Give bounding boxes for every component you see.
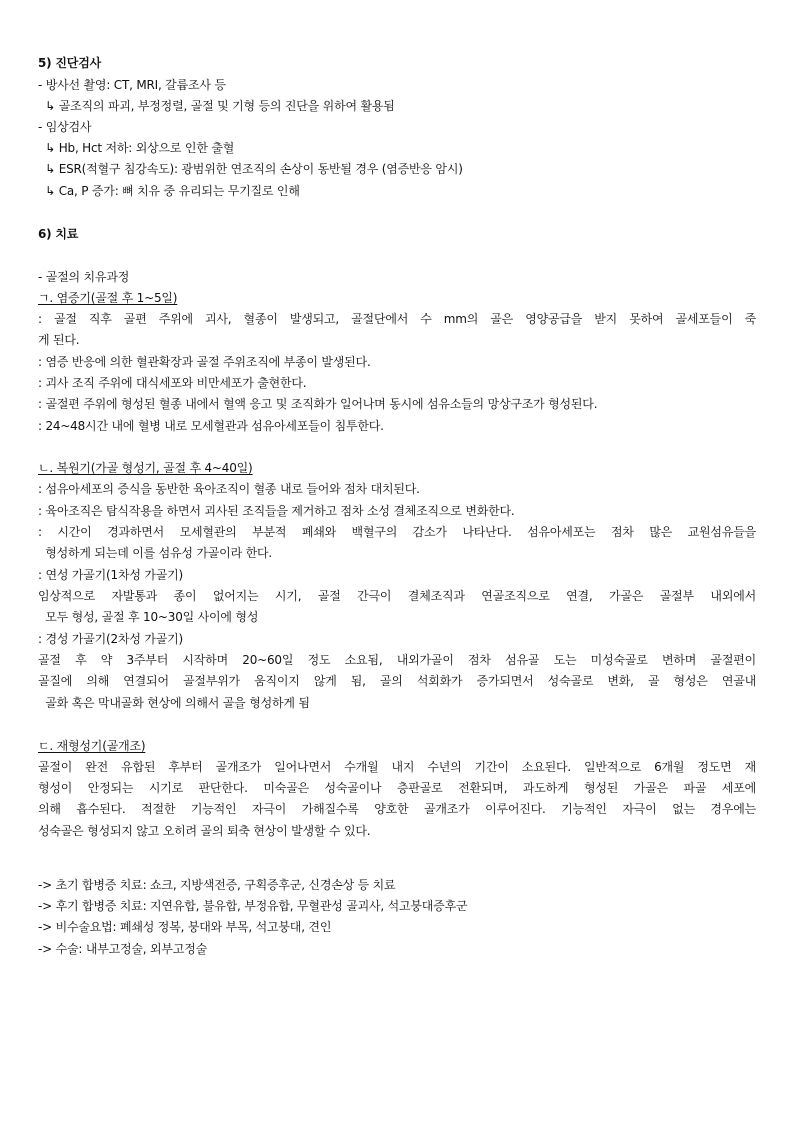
- section-5-heading: 5) 진단검사: [38, 56, 101, 70]
- phase-2-line: 모두 형성, 골절 후 10~30일 사이에 형성: [38, 610, 259, 624]
- treatment-summary-item: -> 초기 합병증 치료: 쇼크, 지방색전증, 구획증후군, 신경손상 등 치료: [38, 878, 396, 892]
- phase-1-line: 게 된다.: [38, 333, 80, 347]
- phase-1-line: : 24~48시간 내에 혈병 내로 모세혈관과 섬유아세포들이 침투한다.: [38, 419, 384, 433]
- healing-process-intro: - 골절의 치유과정: [38, 270, 130, 284]
- phase-1-line: : 골절편 주위에 형성된 혈종 내에서 혈액 응고 및 조직화가 일어나며 동시에 섬유소들의 망상구조가 형성된다.: [38, 397, 598, 411]
- section-5-line: - 방사선 촬영: CT, MRI, 갈륨조사 등: [38, 78, 226, 92]
- phase-1-line: : 골절 직후 골편 주위에 괴사, 혈종이 발생되고, 골절단에서 수 mm의 골은 영양공급을 받지 못하여 골세포들이 죽: [38, 312, 756, 326]
- section-5-line: ↳ Ca, P 증가: 뼈 치유 중 유리되는 무기질로 인해: [38, 184, 300, 198]
- phase-2-line: 골화 혹은 막내골화 현상에 의해서 골을 형성하게 됨: [38, 696, 310, 710]
- phase-3-line: 성숙골은 형성되지 않고 오히려 골의 퇴축 현상이 발생할 수 있다.: [38, 824, 371, 838]
- treatment-summary-item: -> 수술: 내부고정술, 외부고정술: [38, 942, 207, 956]
- section-5-line: - 임상검사: [38, 120, 92, 134]
- phase-3-line: 형성이 안정되는 시기로 판단한다. 미숙골은 성숙골이나 층판골로 전환되며, 과도하게 형성된 가골은 파골 세포에: [38, 781, 756, 795]
- section-5-line: ↳ ESR(적혈구 침강속도): 광범위한 연조직의 손상이 동반될 경우 (염증반응 암시): [38, 162, 463, 176]
- phase-1-title: ㄱ. 염증기(골절 후 1~5일): [38, 291, 178, 305]
- phase-2-line: 골질에 의해 연결되어 골절부위가 움직이지 않게 됨, 골의 석회화가 증가되면서 성숙골로 변화, 골 형성은 연골내: [38, 674, 756, 688]
- treatment-summary-item: -> 비수술요법: 폐쇄성 정복, 붕대와 부목, 석고붕대, 견인: [38, 920, 332, 934]
- phase-1-line: : 염증 반응에 의한 혈관확장과 골절 주위조직에 부종이 발생된다.: [38, 355, 371, 369]
- phase-2-title: ㄴ. 복원기(가골 형성기, 골절 후 4~40일): [38, 461, 253, 475]
- phase-2-line: : 육아조직은 탐식작용을 하면서 괴사된 조직들을 제거하고 점차 소성 결체조직으로 변화한다.: [38, 504, 515, 518]
- section-5-line: ↳ 골조직의 파괴, 부정정렬, 골절 및 기형 등의 진단을 위하여 활용됨: [38, 99, 395, 113]
- phase-3-line: 의해 흡수된다. 적절한 기능적인 자극이 가해질수록 양호한 골개조가 이루어진다. 기능적인 자극이 없는 경우에는: [38, 802, 756, 816]
- treatment-summary-item: -> 후기 합병증 치료: 지연유합, 불유합, 부정유합, 무혈관성 골괴사, 석고붕대증후군: [38, 899, 468, 913]
- phase-2-line: : 섬유아세포의 증식을 동반한 육아조직이 혈종 내로 들어와 점차 대치된다.: [38, 482, 420, 496]
- phase-2-line: 골절 후 약 3주부터 시작하며 20~60일 정도 소요됨, 내외가골이 점차 섬유골 도는 미성숙골로 변하며 골절편이: [38, 653, 756, 667]
- phase-2-line: : 연성 가골기(1차성 가골기): [38, 568, 184, 582]
- phase-2-line: 형성하게 되는데 이를 섬유성 가골이라 한다.: [38, 546, 272, 560]
- phase-2-line: : 시간이 경과하면서 모세혈관의 부분적 폐쇄와 백혈구의 감소가 나타난다. 섬유아세포는 점차 많은 교원섬유들을: [38, 525, 756, 539]
- phase-2-line: 임상적으로 자발통과 종이 없어지는 시기, 골절 간극이 결체조직과 연골조직으로 연결, 가골은 골절부 내외에서: [38, 589, 756, 603]
- section-5-line: ↳ Hb, Hct 저하: 외상으로 인한 출혈: [38, 141, 235, 155]
- phase-2-line: : 경성 가골기(2차성 가골기): [38, 632, 184, 646]
- phase-3-line: 골절이 완전 유합된 후부터 골개조가 일어나면서 수개월 내지 수년의 기간이 소요된다. 일반적으로 6개월 정도면 재: [38, 760, 756, 774]
- phase-1-line: : 괴사 조직 주위에 대식세포와 비만세포가 출현한다.: [38, 376, 307, 390]
- section-6-heading: 6) 치료: [38, 227, 79, 241]
- phase-3-title: ㄷ. 재형성기(골개조): [38, 739, 146, 753]
